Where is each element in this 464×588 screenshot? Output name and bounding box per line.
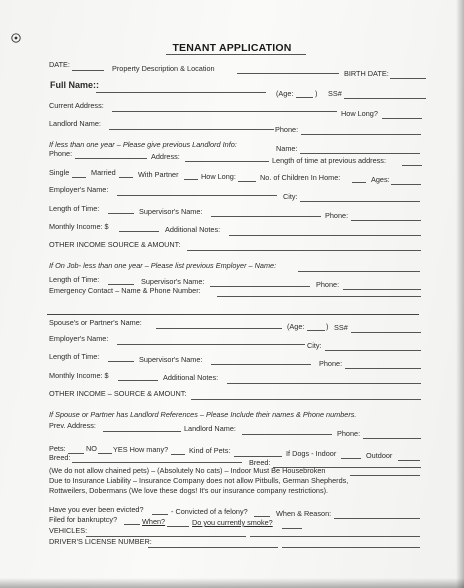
married-checkbox[interactable] bbox=[119, 177, 133, 178]
how-long-partner-label: How Long: bbox=[201, 172, 236, 181]
spouse-phone-label: Phone: bbox=[319, 359, 343, 368]
single-checkbox[interactable] bbox=[72, 177, 86, 178]
spouse-phone-field[interactable] bbox=[345, 368, 421, 369]
num-children-field[interactable] bbox=[352, 182, 366, 183]
how-long-field[interactable] bbox=[382, 118, 422, 119]
employer-city-field[interactable] bbox=[300, 201, 420, 202]
prev-supervisor-label: Supervisor's Name: bbox=[141, 277, 205, 286]
spouse-age-close: ) bbox=[326, 322, 329, 331]
when-reason-field[interactable] bbox=[334, 518, 420, 519]
license-field-2[interactable] bbox=[282, 547, 420, 548]
full-name-field[interactable] bbox=[96, 92, 266, 93]
felony-field[interactable] bbox=[254, 516, 270, 517]
job-note: If On Job- less than one year – Please list previous Employer – Name: bbox=[49, 261, 277, 270]
other-income-label: OTHER INCOME SOURCE & AMOUNT: bbox=[49, 240, 181, 249]
employer-name-field[interactable] bbox=[117, 195, 277, 196]
spouse-city-label: City: bbox=[307, 341, 322, 350]
supervisor-name-field[interactable] bbox=[211, 216, 321, 217]
prev-employer-name-field[interactable] bbox=[298, 271, 420, 272]
landlord-phone-label: Phone: bbox=[275, 125, 299, 134]
landlord-name2-field[interactable] bbox=[242, 434, 332, 435]
breed-label: Breed: bbox=[49, 453, 71, 462]
monthly-income-field[interactable] bbox=[119, 231, 159, 232]
how-long-partner-field[interactable] bbox=[238, 181, 256, 182]
with-partner-label: With Partner bbox=[138, 170, 179, 179]
breed2-label: Breed: bbox=[249, 458, 271, 467]
additional-notes-field[interactable] bbox=[229, 235, 421, 236]
outdoor-label: Outdoor bbox=[366, 451, 393, 460]
bankruptcy-label: Filed for bankruptcy? bbox=[49, 515, 118, 524]
landlord-name-label: Landlord Name: bbox=[49, 119, 101, 128]
prev-address-field[interactable] bbox=[185, 161, 269, 162]
bankruptcy-when-field[interactable] bbox=[167, 526, 189, 527]
spouse-ssn-field[interactable] bbox=[351, 332, 421, 333]
num-children-label: No. of Children In Home: bbox=[260, 173, 341, 182]
prev-length-of-time-label: Length of Time: bbox=[49, 275, 100, 284]
property-field[interactable] bbox=[237, 73, 339, 74]
supervisor-phone-field[interactable] bbox=[351, 220, 421, 221]
spouse-income-field[interactable] bbox=[118, 380, 158, 381]
when-reason-label: When & Reason: bbox=[276, 509, 332, 518]
spouse-length-field[interactable] bbox=[108, 361, 134, 362]
birth-date-field[interactable] bbox=[390, 78, 426, 79]
ssn-field[interactable] bbox=[344, 98, 426, 99]
married-label: Married bbox=[91, 168, 116, 177]
section-divider bbox=[47, 314, 419, 315]
spouse-ref-note: If Spouse or Partner has Landlord References – Please Include their names & Phone numbers. bbox=[49, 410, 357, 419]
page-title: TENANT APPLICATION bbox=[172, 42, 292, 54]
ssn-label: SS# bbox=[328, 89, 342, 98]
age-label: (Age: bbox=[276, 89, 294, 98]
page-bottom-shadow bbox=[0, 578, 464, 588]
prev-phone-field[interactable] bbox=[75, 158, 147, 159]
date-label: DATE: bbox=[49, 60, 70, 69]
prev-address2-field[interactable] bbox=[103, 431, 181, 432]
bankruptcy-when-label: When? bbox=[142, 517, 166, 526]
prev-phone-label: Phone: bbox=[49, 149, 73, 158]
bankruptcy-field[interactable] bbox=[124, 524, 140, 525]
full-name-label: Full Name:: bbox=[50, 80, 100, 90]
landlord-phone-field[interactable] bbox=[301, 134, 421, 135]
kind-of-pets-label: Kind of Pets: bbox=[189, 446, 231, 455]
dogs-indoor-field[interactable] bbox=[341, 458, 361, 459]
spouse-city-field[interactable] bbox=[325, 350, 421, 351]
prev-address2-label: Prev. Address: bbox=[49, 421, 96, 430]
vehicles-label: VEHICLES: bbox=[49, 526, 88, 535]
landlord-phone2-label: Phone: bbox=[337, 429, 361, 438]
page-edge-shadow bbox=[456, 0, 464, 588]
landlord-name-field[interactable] bbox=[109, 129, 274, 130]
employer-city-label: City: bbox=[283, 192, 298, 201]
prev-landlord-name-label: Name: bbox=[276, 144, 298, 153]
landlord-name2-label: Landlord Name: bbox=[184, 424, 236, 433]
pets-label: Pets: bbox=[49, 444, 66, 453]
prev-landlord-note: If less than one year – Please give previous Landlord Info: bbox=[49, 140, 237, 149]
age-field[interactable] bbox=[296, 97, 313, 98]
pets-yes-checkbox[interactable] bbox=[98, 453, 112, 454]
date-field[interactable] bbox=[72, 70, 104, 71]
pets-policy-underline bbox=[350, 475, 420, 476]
length-of-time-label: Length of Time: bbox=[49, 204, 100, 213]
vehicles-field-2[interactable] bbox=[250, 536, 420, 537]
smoke-label: Do you currently smoke? bbox=[192, 518, 273, 527]
if-dogs-label: If Dogs - Indoor bbox=[286, 449, 337, 458]
evicted-label: Have you ever been evicted? bbox=[49, 505, 144, 514]
spouse-income-label: Monthly Income: $ bbox=[49, 371, 109, 380]
pets-policy-line2: Due to Insurance Liability – Insurance Company does not allow Pitbulls, German Shepherds, bbox=[49, 476, 349, 485]
prev-landlord-name-field[interactable] bbox=[300, 153, 420, 154]
spouse-ssn-label: SS# bbox=[334, 323, 348, 332]
smoke-field[interactable] bbox=[282, 528, 302, 529]
supervisor-name-label: Supervisor's Name: bbox=[139, 207, 203, 216]
prev-length-of-time-field[interactable] bbox=[108, 284, 134, 285]
how-long-label: How Long? bbox=[341, 109, 378, 118]
spouse-name-field[interactable] bbox=[156, 328, 282, 329]
breed-field[interactable] bbox=[72, 462, 242, 463]
spouse-supervisor-field[interactable] bbox=[211, 364, 311, 365]
emergency-label: Emergency Contact – Name & Phone Number: bbox=[49, 286, 201, 295]
spouse-other-income-label: OTHER INCOME – SOURCE & AMOUNT: bbox=[49, 389, 187, 398]
pets-no-label: NO bbox=[86, 444, 97, 453]
current-address-label: Current Address: bbox=[49, 101, 104, 110]
pets-yes-label: YES How many? bbox=[113, 445, 169, 454]
pets-policy-line3: Rottweilers, Dobermans (We love these dogs! It's our insurance company restrictions). bbox=[49, 486, 329, 495]
length-prev-address-label: Length of time at previous address: bbox=[272, 156, 386, 165]
supervisor-phone-label: Phone: bbox=[325, 211, 349, 220]
spouse-employer-label: Employer's Name: bbox=[49, 334, 109, 343]
ages-label: Ages: bbox=[371, 175, 390, 184]
spouse-notes-field[interactable] bbox=[227, 383, 421, 384]
with-partner-checkbox[interactable] bbox=[184, 179, 198, 180]
single-label: Single bbox=[49, 168, 70, 177]
pets-policy-line1: (We do not allow chained pets) – (Absolutely No cats) – Indoor Must Be Housebroken bbox=[49, 466, 326, 475]
length-of-time-field[interactable] bbox=[108, 213, 134, 214]
property-label: Property Description & Location bbox=[112, 64, 215, 73]
pets-count-field[interactable] bbox=[171, 454, 185, 455]
spouse-age-label: (Age: bbox=[287, 322, 305, 331]
license-field[interactable] bbox=[148, 547, 278, 548]
title-underline bbox=[166, 54, 306, 55]
other-income-field[interactable] bbox=[187, 250, 421, 251]
dogs-outdoor-field[interactable] bbox=[398, 460, 420, 461]
spouse-name-label: Spouse's or Partner's Name: bbox=[49, 318, 142, 327]
spouse-notes-label: Additional Notes: bbox=[163, 373, 219, 382]
spouse-employer-field[interactable] bbox=[117, 344, 305, 345]
prev-supervisor-field[interactable] bbox=[210, 286, 310, 287]
employer-name-label: Employer's Name: bbox=[49, 185, 109, 194]
license-label: DRIVER'S LICENSE NUMBER: bbox=[49, 537, 152, 546]
ages-field[interactable] bbox=[391, 184, 421, 185]
prev-phone2-label: Phone: bbox=[316, 280, 340, 289]
felony-label: - Convicted of a felony? bbox=[171, 507, 248, 516]
additional-notes-label: Additional Notes: bbox=[165, 225, 221, 234]
current-address-field[interactable] bbox=[112, 111, 337, 112]
prev-address-label: Address: bbox=[151, 152, 180, 161]
landlord-phone2-field[interactable] bbox=[363, 438, 421, 439]
prev-phone2-field[interactable] bbox=[343, 289, 421, 290]
spouse-supervisor-label: Supervisor's Name: bbox=[139, 355, 203, 364]
evicted-field[interactable] bbox=[152, 514, 168, 515]
spouse-age-field[interactable] bbox=[307, 330, 325, 331]
spouse-other-income-field[interactable] bbox=[191, 399, 421, 400]
emergency-field[interactable] bbox=[217, 296, 421, 297]
length-prev-address-field[interactable] bbox=[402, 165, 422, 166]
spouse-length-label: Length of Time: bbox=[49, 352, 100, 361]
monthly-income-label: Monthly Income: $ bbox=[49, 222, 109, 231]
birth-date-label: BIRTH DATE: bbox=[344, 69, 389, 78]
age-close: ) bbox=[315, 89, 318, 98]
kind-of-pets-field[interactable] bbox=[234, 456, 282, 457]
